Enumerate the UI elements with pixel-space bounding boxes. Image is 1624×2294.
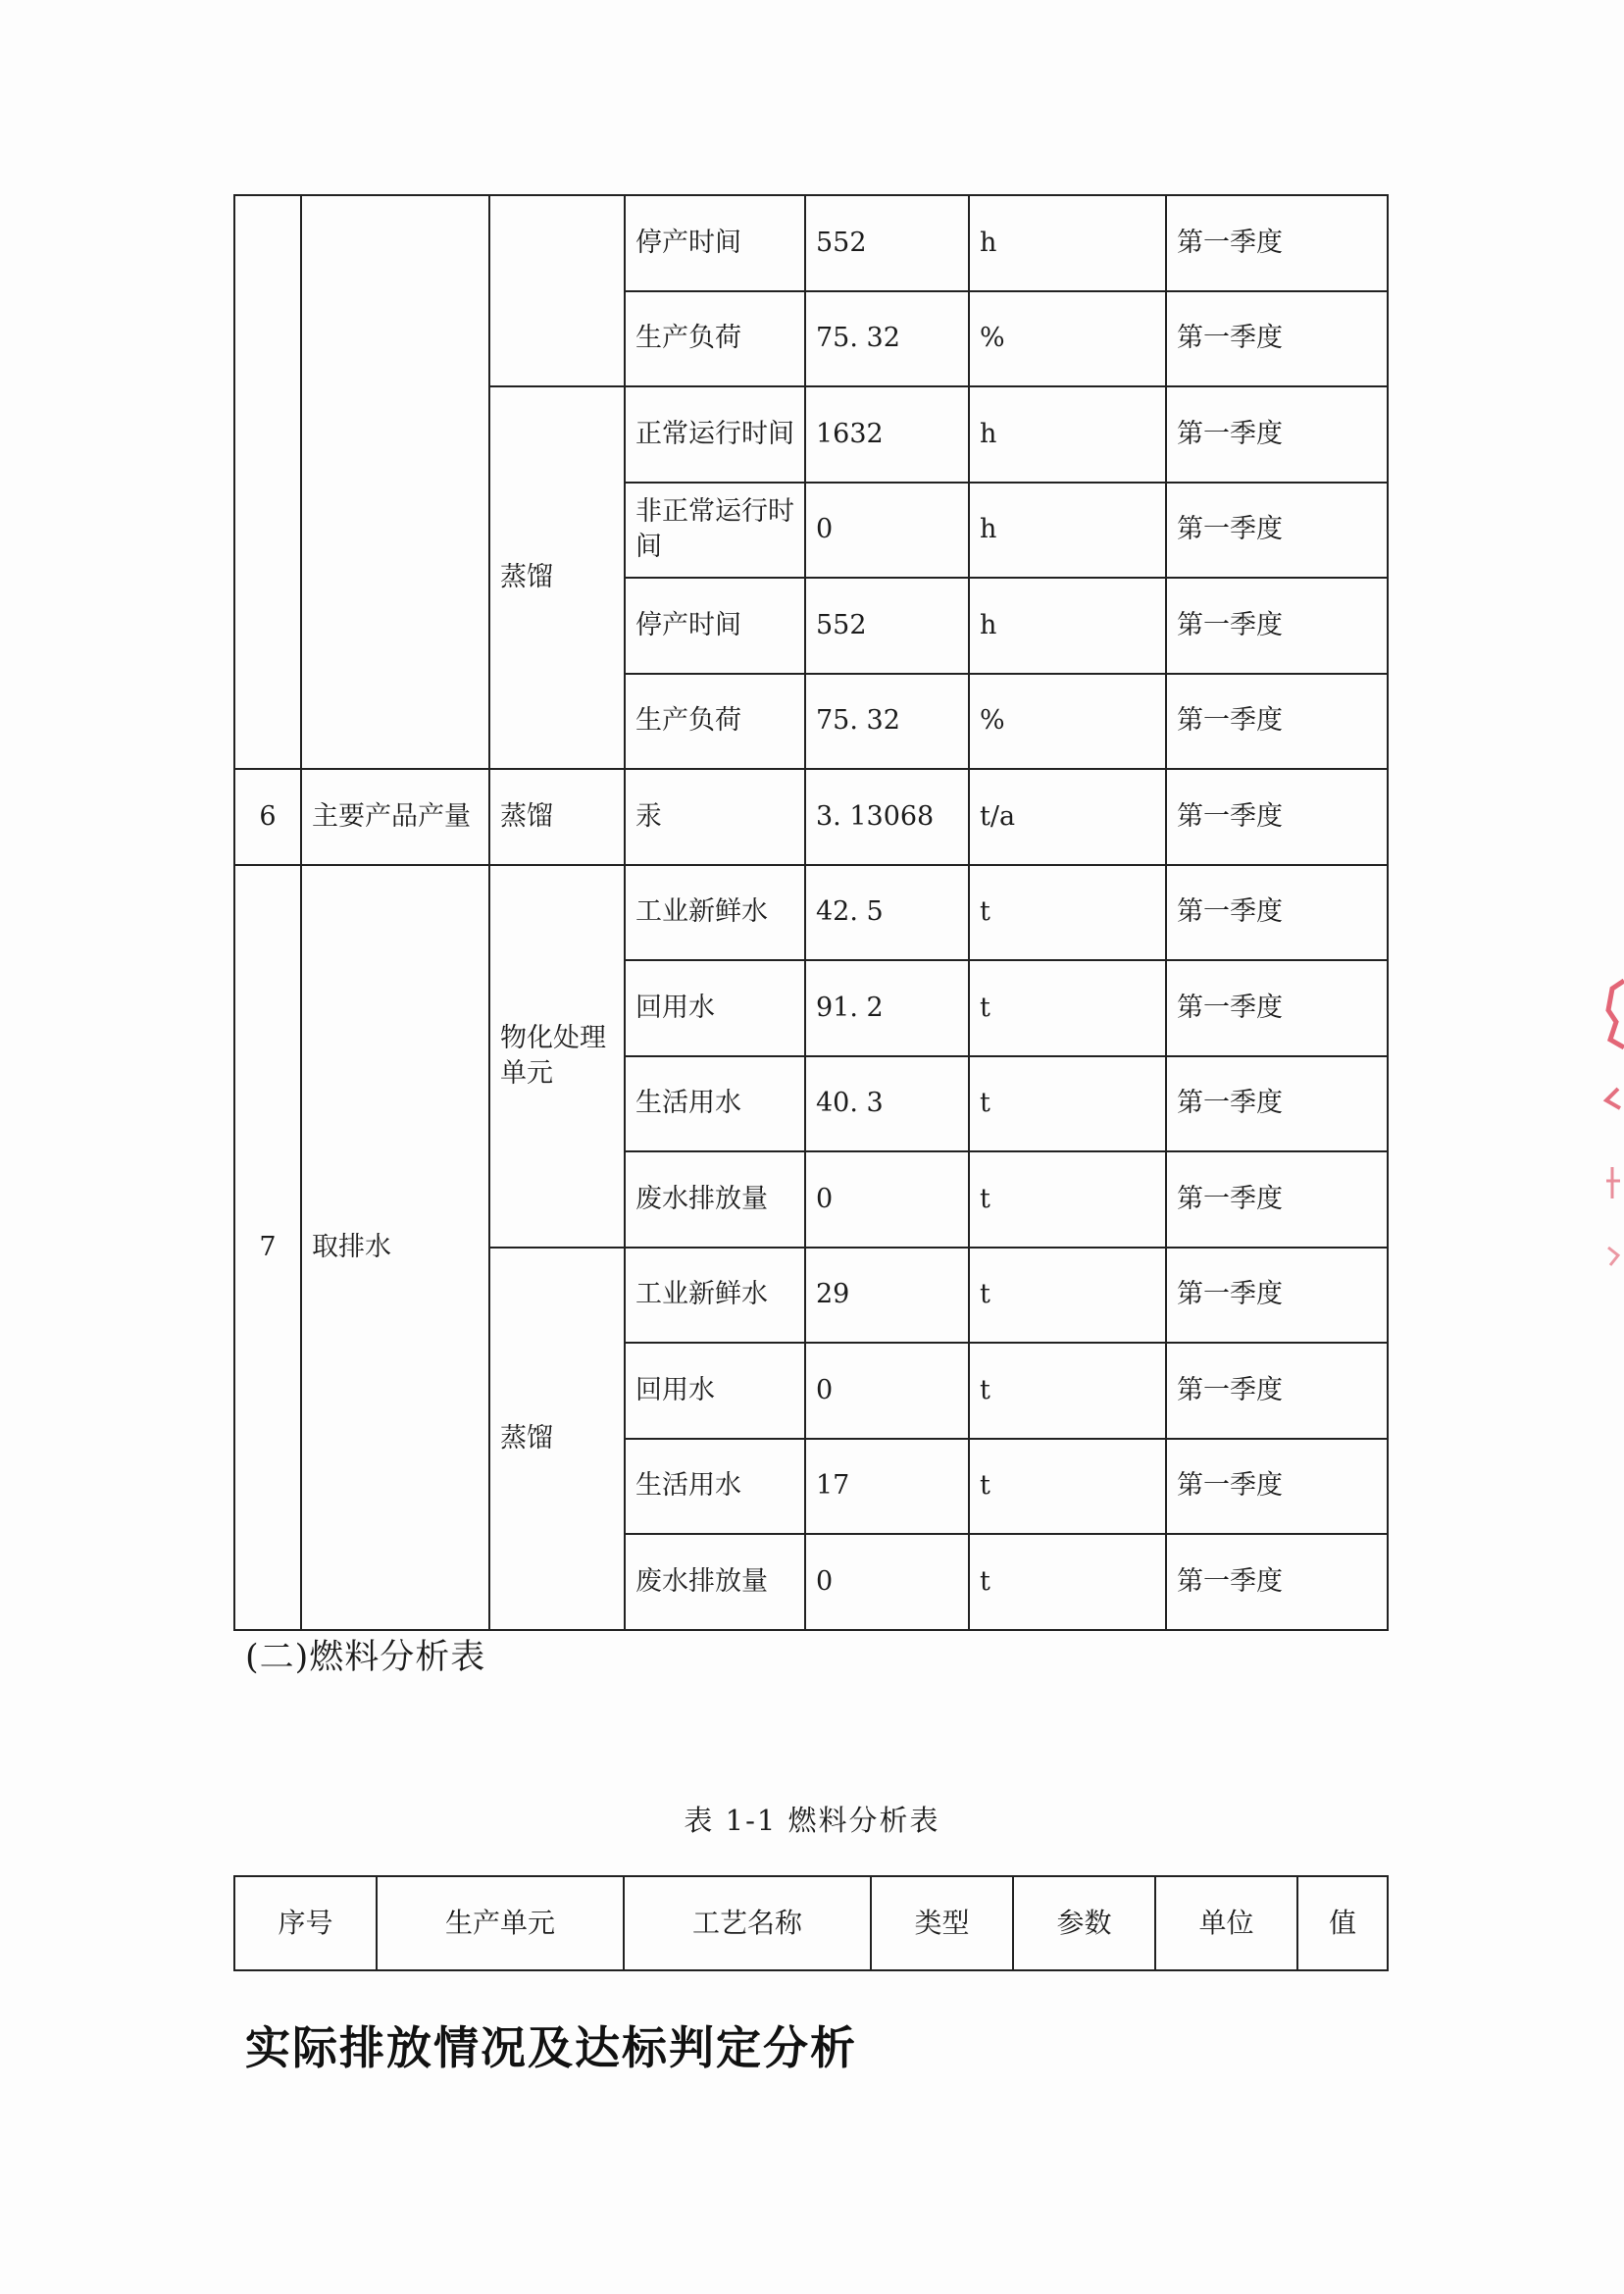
value-cell: 0	[805, 1343, 969, 1439]
period-cell: 第一季度	[1166, 291, 1388, 387]
period-cell: 第一季度	[1166, 1343, 1388, 1439]
period-cell: 第一季度	[1166, 1056, 1388, 1152]
period-cell: 第一季度	[1166, 195, 1388, 291]
period-cell: 第一季度	[1166, 865, 1388, 961]
unit-measure-cell: h	[969, 195, 1166, 291]
unit-measure-cell: t	[969, 1534, 1166, 1630]
value-cell: 552	[805, 195, 969, 291]
period-cell: 第一季度	[1166, 386, 1388, 483]
param-cell: 正常运行时间	[625, 386, 805, 483]
production-unit-cell: 蒸馏	[489, 386, 625, 769]
param-cell: 废水排放量	[625, 1151, 805, 1248]
production-unit-cell: 物化处理单元	[489, 865, 625, 1248]
table-row	[234, 865, 1388, 961]
section-heading: 实际排放情况及达标判定分析	[245, 2021, 857, 2074]
param-cell: 停产时间	[625, 195, 805, 291]
fuel-analysis-table	[233, 1875, 1389, 1971]
section-label: (二)燃料分析表	[245, 1638, 486, 1677]
table-header-row	[234, 1876, 1388, 1970]
param-cell: 生产负荷	[625, 291, 805, 387]
value-cell: 0	[805, 1151, 969, 1248]
header-production-unit: 生产单元	[377, 1876, 624, 1970]
value-cell: 75. 32	[805, 674, 969, 770]
unit-measure-cell: h	[969, 386, 1166, 483]
seq-cell: 7	[234, 865, 301, 1630]
stamp-edge-graphic	[1599, 971, 1624, 1295]
item-cell: 主要产品产量	[301, 769, 489, 865]
period-cell: 第一季度	[1166, 1248, 1388, 1344]
period-cell: 第一季度	[1166, 960, 1388, 1056]
header-value: 值	[1297, 1876, 1388, 1970]
period-cell: 第一季度	[1166, 578, 1388, 674]
item-cell-continued	[301, 195, 489, 769]
period-cell: 第一季度	[1166, 483, 1388, 579]
value-cell: 29	[805, 1248, 969, 1344]
unit-cell-continued	[489, 195, 625, 386]
param-cell: 工业新鲜水	[625, 1248, 805, 1344]
item-cell: 取排水	[301, 865, 489, 1630]
unit-measure-cell: h	[969, 483, 1166, 579]
unit-measure-cell: t	[969, 1151, 1166, 1248]
value-cell: 552	[805, 578, 969, 674]
period-cell: 第一季度	[1166, 769, 1388, 865]
param-cell: 生活用水	[625, 1056, 805, 1152]
header-unit: 单位	[1155, 1876, 1297, 1970]
param-cell: 生活用水	[625, 1439, 805, 1535]
param-cell: 工业新鲜水	[625, 865, 805, 961]
param-cell: 回用水	[625, 960, 805, 1056]
seq-cell: 6	[234, 769, 301, 865]
period-cell: 第一季度	[1166, 674, 1388, 770]
unit-measure-cell: t	[969, 1056, 1166, 1152]
value-cell: 42. 5	[805, 865, 969, 961]
value-cell: 91. 2	[805, 960, 969, 1056]
table-row	[234, 195, 1388, 291]
unit-measure-cell: t	[969, 1439, 1166, 1535]
value-cell: 0	[805, 483, 969, 579]
value-cell: 3. 13068	[805, 769, 969, 865]
seq-cell-continued	[234, 195, 301, 769]
unit-measure-cell: t	[969, 865, 1166, 961]
period-cell: 第一季度	[1166, 1534, 1388, 1630]
production-unit-cell: 蒸馏	[489, 1248, 625, 1630]
unit-measure-cell: %	[969, 674, 1166, 770]
unit-measure-cell: t/a	[969, 769, 1166, 865]
header-type: 类型	[871, 1876, 1013, 1970]
unit-measure-cell: t	[969, 960, 1166, 1056]
operation-data-table	[233, 194, 1389, 1631]
production-unit-cell: 蒸馏	[489, 769, 625, 865]
unit-measure-cell: t	[969, 1343, 1166, 1439]
unit-measure-cell: h	[969, 578, 1166, 674]
period-cell: 第一季度	[1166, 1151, 1388, 1248]
param-cell: 非正常运行时间	[625, 483, 805, 579]
header-parameter: 参数	[1013, 1876, 1155, 1970]
table-row	[234, 769, 1388, 865]
header-process-name: 工艺名称	[624, 1876, 871, 1970]
param-cell: 生产负荷	[625, 674, 805, 770]
unit-measure-cell: t	[969, 1248, 1166, 1344]
table-caption: 表 1-1 燃料分析表	[684, 1804, 940, 1837]
value-cell: 40. 3	[805, 1056, 969, 1152]
param-cell: 回用水	[625, 1343, 805, 1439]
header-seq: 序号	[234, 1876, 377, 1970]
param-cell: 停产时间	[625, 578, 805, 674]
value-cell: 0	[805, 1534, 969, 1630]
period-cell: 第一季度	[1166, 1439, 1388, 1535]
value-cell: 1632	[805, 386, 969, 483]
param-cell: 汞	[625, 769, 805, 865]
value-cell: 17	[805, 1439, 969, 1535]
param-cell: 废水排放量	[625, 1534, 805, 1630]
value-cell: 75. 32	[805, 291, 969, 387]
unit-measure-cell: %	[969, 291, 1166, 387]
